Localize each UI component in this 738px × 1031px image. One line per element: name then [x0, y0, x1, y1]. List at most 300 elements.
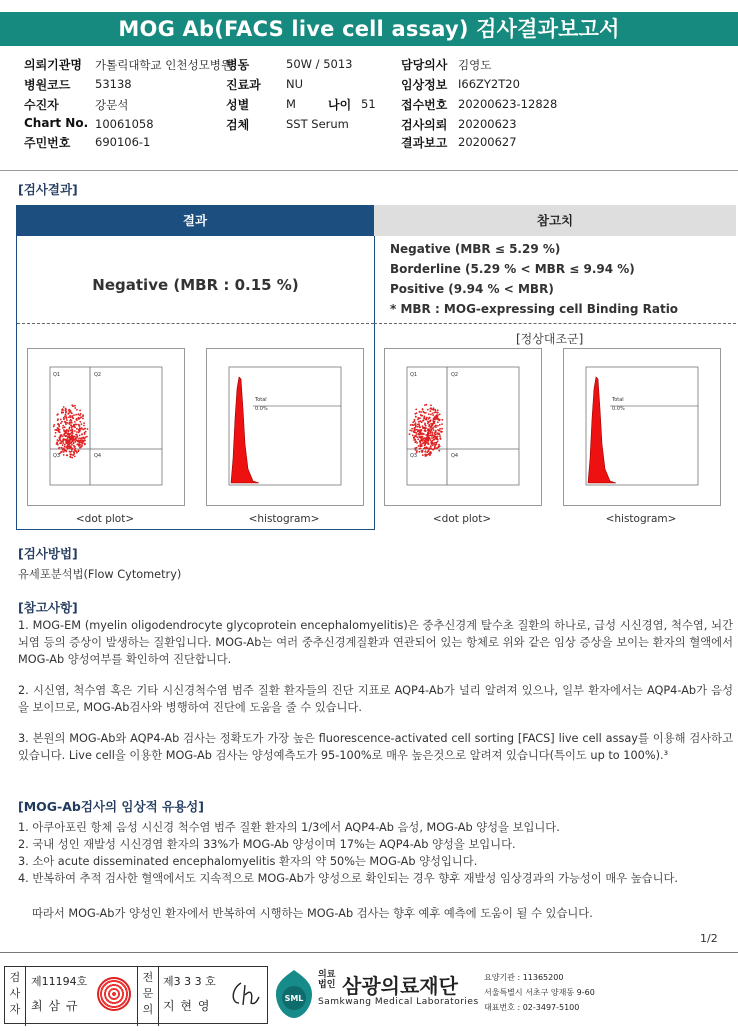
event-dot — [74, 405, 76, 407]
event-dot — [432, 413, 434, 415]
event-dot — [432, 445, 434, 447]
info-value: 20200623 — [458, 117, 517, 131]
event-dot — [74, 456, 76, 458]
event-dot — [73, 426, 75, 428]
event-dot — [65, 450, 67, 452]
event-dot — [438, 445, 440, 447]
org-address: 서울특별시 서초구 양재동 9-60 — [484, 988, 595, 997]
note-paragraph: 1. MOG-EM (myelin oligodendrocyte glycoprotein encephalomyelitis)은 중추신경계 탈수초 질환의 하나로, 급성 시신경염, 척수염, 뇌간 뇌염 등의 증상이 발생하는 질환입니다. MOG-Ab는 여러 중추신경계질환과 연관되어 있는 항체로 위와 같은 임상 증상을 보이는 환자의 혈액에서 MOG-Ab 양성여부를 확인하여 진단합니다. — [18, 619, 733, 666]
event-dot — [415, 416, 417, 418]
event-dot — [53, 426, 55, 428]
event-dot — [414, 429, 416, 431]
event-dot — [433, 437, 435, 439]
info-label: 접수번호 — [401, 98, 448, 112]
event-dot — [70, 456, 72, 458]
event-dot — [420, 430, 422, 432]
info-value: 가톨릭대학교 인천성모병원 — [95, 58, 232, 72]
event-dot — [62, 444, 64, 446]
event-dot — [438, 450, 440, 452]
info-label: Chart No. — [24, 116, 89, 130]
event-dot — [74, 407, 76, 409]
event-dot — [66, 435, 68, 437]
event-dot — [417, 419, 419, 421]
plot-caption: <histogram> — [605, 513, 677, 525]
control-histogram — [563, 348, 721, 506]
event-dot — [439, 414, 441, 416]
event-dot — [78, 431, 80, 433]
event-dot — [77, 413, 79, 415]
event-dot — [420, 411, 422, 413]
histogram-peak — [588, 377, 616, 483]
event-dot — [421, 432, 423, 434]
event-dot — [63, 429, 65, 431]
event-dot — [65, 422, 67, 424]
event-dot — [419, 445, 421, 447]
event-dot — [437, 412, 439, 414]
event-dot — [65, 411, 67, 413]
event-dot — [74, 446, 76, 448]
event-dot — [412, 435, 414, 437]
signer1-name: 최 삼 규 — [31, 999, 79, 1013]
event-dot — [424, 412, 426, 414]
event-dot — [421, 450, 423, 452]
event-dot — [80, 417, 82, 419]
event-dot — [79, 444, 81, 446]
reference-column-header: 참고치 — [374, 205, 736, 236]
event-dot — [60, 436, 62, 438]
event-dot — [420, 420, 422, 422]
event-dot — [67, 437, 69, 439]
event-dot — [416, 447, 418, 449]
event-dot — [430, 442, 432, 444]
event-dot — [419, 411, 421, 413]
quadrant-label: Q1 — [53, 372, 61, 378]
event-dot — [437, 429, 439, 431]
event-dot — [437, 425, 439, 427]
event-dot — [419, 448, 421, 450]
event-dot — [78, 445, 80, 447]
org-name: 삼광의료재단 — [342, 974, 458, 998]
event-dot — [72, 448, 74, 450]
event-dot — [434, 418, 436, 420]
event-dot — [79, 421, 81, 423]
org-prefix: 의료 법인 — [318, 970, 336, 990]
event-dot — [86, 436, 88, 438]
event-dot — [65, 446, 67, 448]
event-dot — [409, 433, 411, 435]
info-value: 53138 — [95, 77, 132, 91]
event-dot — [73, 451, 75, 453]
event-dot — [417, 424, 419, 426]
quadrant-label: Q4 — [94, 453, 102, 459]
event-dot — [82, 418, 84, 420]
event-dot — [434, 409, 436, 411]
event-dot — [427, 421, 429, 423]
event-dot — [65, 440, 67, 442]
org-phone: 대표번호 : 02-3497-5100 — [484, 1003, 580, 1012]
event-dot — [62, 440, 64, 442]
event-dot — [429, 410, 431, 412]
event-dot — [439, 428, 441, 430]
event-dot — [423, 448, 425, 450]
gate-total-value: 0.0% — [612, 406, 625, 412]
event-dot — [62, 436, 64, 438]
event-dot — [66, 429, 68, 431]
quadrant-label: Q2 — [451, 372, 459, 378]
event-dot — [435, 447, 437, 449]
info-value: 690106-1 — [95, 135, 151, 149]
event-dot — [75, 441, 77, 443]
event-dot — [57, 439, 59, 441]
quadrant-label: Q1 — [410, 372, 418, 378]
patient-dot-plot — [27, 348, 185, 506]
event-dot — [412, 424, 414, 426]
info-label: 임상정보 — [401, 78, 448, 92]
event-dot — [81, 437, 83, 439]
event-dot — [76, 452, 78, 454]
signature-icon — [227, 979, 261, 1009]
event-dot — [54, 435, 56, 437]
info-value: M — [286, 97, 296, 111]
event-dot — [75, 414, 77, 416]
event-dot — [434, 442, 436, 444]
gate-total-label: Total — [612, 397, 624, 403]
event-dot — [82, 442, 84, 444]
event-dot — [55, 432, 57, 434]
event-dot — [436, 418, 438, 420]
note-paragraph: 3. 본원의 MOG-Ab와 AQP4-Ab 검사는 정확도가 가장 높은 fluorescence-activated cell sorting [FACS] live cell assay를 이용해 검사하고 있습니다. Live cell을 이용한 MOG-Ab 검사는 양성예측도가 95-100%로 매우 높은것으로 알려져 있습니다(특이도 up to 100%).³ — [18, 732, 733, 762]
event-dot — [84, 432, 86, 434]
event-dot — [422, 439, 424, 441]
event-dot — [423, 417, 425, 419]
event-dot — [431, 429, 433, 431]
event-dot — [436, 416, 438, 418]
event-dot — [427, 409, 429, 411]
plot-caption: <dot plot> — [75, 513, 135, 525]
event-dot — [83, 422, 85, 424]
event-dot — [441, 419, 443, 421]
event-dot — [432, 442, 434, 444]
event-dot — [77, 451, 79, 453]
event-dot — [430, 453, 432, 455]
event-dot — [426, 404, 428, 406]
info-label: 의뢰기관명 — [24, 58, 82, 72]
event-dot — [58, 426, 60, 428]
org-code: 요양기관 : 11365200 — [484, 973, 564, 982]
event-dot — [78, 424, 80, 426]
event-dot — [435, 431, 437, 433]
patient-histogram — [206, 348, 364, 506]
event-dot — [419, 441, 421, 443]
event-dot — [441, 428, 443, 430]
event-dot — [428, 413, 430, 415]
clinical-line: 4. 반복하여 추적 검사한 혈액에서도 지속적으로 MOG-Ab가 양성으로 확인되는 경우 향후 재발성 임상경과의 가능성이 매우 높습니다. — [18, 872, 678, 885]
event-dot — [87, 428, 89, 430]
dashed-divider — [17, 323, 374, 324]
event-dot — [430, 426, 432, 428]
info-label: 병원코드 — [24, 78, 71, 92]
event-dot — [69, 440, 71, 442]
event-dot — [437, 439, 439, 441]
event-dot — [79, 410, 81, 412]
event-dot — [68, 428, 70, 430]
event-dot — [82, 414, 84, 416]
event-dot — [66, 448, 68, 450]
event-dot — [439, 424, 441, 426]
event-dot — [74, 421, 76, 423]
event-dot — [73, 435, 75, 437]
event-dot — [416, 429, 418, 431]
info-label: 성별 — [226, 98, 250, 112]
event-dot — [57, 419, 59, 421]
event-dot — [71, 404, 73, 406]
event-dot — [72, 454, 74, 456]
clinical-line: 1. 아쿠아포린 항체 음성 시신경 척수염 범주 질환 환자의 1/3에서 AQP4-Ab 음성, MOG-Ab 양성을 보입니다. — [18, 821, 560, 834]
event-dot — [415, 422, 417, 424]
event-dot — [426, 442, 428, 444]
event-dot — [431, 425, 433, 427]
reference-values — [390, 239, 678, 319]
info-value: 50W / 5013 — [286, 57, 353, 71]
event-dot — [432, 414, 434, 416]
event-dot — [430, 404, 432, 406]
event-dot — [65, 423, 67, 425]
signer1-role: 검사자 — [5, 967, 26, 1026]
method-text: 유세포분석법(Flow Cytometry) — [18, 568, 182, 581]
reference-footnote: * MBR : MOG-expressing cell Binding Ratio — [390, 302, 679, 316]
plot-caption: <histogram> — [248, 513, 320, 525]
event-dot — [420, 414, 422, 416]
age-label: 나이 — [328, 98, 352, 112]
event-dot — [415, 409, 417, 411]
event-dot — [427, 428, 429, 430]
event-dot — [418, 434, 420, 436]
event-dot — [429, 424, 431, 426]
info-value: I66ZY2T20 — [458, 77, 520, 91]
event-dot — [423, 420, 425, 422]
event-dot — [66, 417, 68, 419]
event-dot — [416, 450, 418, 452]
signer2-license: 제3 3 3 호 — [163, 975, 216, 988]
event-dot — [80, 413, 82, 415]
event-dot — [58, 447, 60, 449]
event-dot — [69, 445, 71, 447]
event-dot — [60, 422, 62, 424]
event-dot — [70, 424, 72, 426]
event-dot — [74, 430, 76, 432]
event-dot — [427, 423, 429, 425]
event-dot — [66, 443, 68, 445]
event-dot — [424, 437, 426, 439]
age-value: 51 — [361, 97, 376, 111]
event-dot — [68, 444, 70, 446]
event-dot — [436, 415, 438, 417]
event-dot — [422, 454, 424, 456]
event-dot — [56, 429, 58, 431]
event-dot — [61, 421, 63, 423]
event-dot — [76, 440, 78, 442]
event-dot — [67, 432, 69, 434]
signer2-name: 지 현 영 — [163, 999, 211, 1013]
event-dot — [61, 442, 63, 444]
event-dot — [419, 436, 421, 438]
logo-badge-text: SML — [284, 994, 304, 1003]
event-dot — [427, 440, 429, 442]
event-dot — [434, 433, 436, 435]
event-dot — [427, 435, 429, 437]
info-label: 진료과 — [226, 78, 261, 92]
event-dot — [66, 419, 68, 421]
event-dot — [64, 426, 66, 428]
event-dot — [69, 423, 71, 425]
event-dot — [432, 433, 434, 435]
event-dot — [414, 441, 416, 443]
event-dot — [65, 408, 67, 410]
event-dot — [433, 429, 435, 431]
event-dot — [57, 444, 59, 446]
event-dot — [54, 429, 56, 431]
event-dot — [427, 431, 429, 433]
event-dot — [427, 442, 429, 444]
event-dot — [81, 423, 83, 425]
info-label: 주민번호 — [24, 136, 71, 150]
event-dot — [423, 427, 425, 429]
event-dot — [83, 425, 85, 427]
event-dot — [432, 431, 434, 433]
event-dot — [69, 415, 71, 417]
event-dot — [409, 430, 411, 432]
event-dot — [81, 444, 83, 446]
event-dot — [425, 454, 427, 456]
event-dot — [79, 435, 81, 437]
clinical-line: 3. 소아 acute disseminated encephalomyelitis 환자의 약 50%는 MOG-Ab 양성입니다. — [18, 855, 478, 868]
info-value: NU — [286, 77, 304, 91]
event-dot — [73, 442, 75, 444]
reference-positive: Positive (9.94 % < MBR) — [390, 282, 554, 296]
event-dot — [426, 417, 428, 419]
event-dot — [426, 419, 428, 421]
plot-caption: <dot plot> — [432, 513, 492, 525]
event-dot — [70, 429, 72, 431]
event-dot — [430, 439, 432, 441]
event-dot — [424, 430, 426, 432]
event-dot — [425, 425, 427, 427]
event-dot — [70, 412, 72, 414]
event-dot — [432, 440, 434, 442]
event-dot — [63, 406, 65, 408]
info-label: 병동 — [226, 58, 250, 72]
event-dot — [423, 442, 425, 444]
event-dot — [74, 449, 76, 451]
clinical-line: 따라서 MOG-Ab가 양성인 환자에서 반복하여 시행하는 MOG-Ab 검사는 향후 예후 예측에 도움이 될 수 있습니다. — [32, 907, 593, 920]
info-value: 강문석 — [95, 98, 129, 112]
event-dot — [59, 438, 61, 440]
normal-control-label: [정상대조군] — [516, 332, 584, 346]
event-dot — [423, 433, 425, 435]
dot-plot-graphic — [385, 349, 541, 505]
event-dot — [71, 444, 73, 446]
event-dot — [73, 414, 75, 416]
notes-heading: [참고사항] — [18, 600, 78, 615]
event-dot — [429, 437, 431, 439]
event-dot — [437, 421, 439, 423]
event-dot — [415, 426, 417, 428]
event-dot — [60, 451, 62, 453]
event-dot — [80, 440, 82, 442]
control-dot-plot — [384, 348, 542, 506]
event-dot — [57, 423, 59, 425]
event-dot — [428, 454, 430, 456]
event-dot — [79, 447, 81, 449]
info-value: 김영도 — [458, 58, 492, 72]
event-dot — [75, 424, 77, 426]
event-dot — [435, 426, 437, 428]
event-dot — [417, 417, 419, 419]
result-value: Negative (MBR : 0.15 %) — [92, 276, 299, 294]
quadrant-label: Q3 — [53, 453, 61, 459]
event-dot — [424, 445, 426, 447]
method-heading: [검사방법] — [18, 546, 78, 561]
info-label: 결과보고 — [401, 136, 448, 150]
event-dot — [435, 443, 437, 445]
event-dot — [66, 454, 68, 456]
event-dot — [433, 422, 435, 424]
event-dot — [78, 437, 80, 439]
event-dot — [69, 437, 71, 439]
event-dot — [60, 434, 62, 436]
event-dot — [60, 419, 62, 421]
event-dot — [439, 435, 441, 437]
org-english: Samkwang Medical Laboratories — [318, 997, 479, 1007]
event-dot — [437, 436, 439, 438]
plot-frame — [50, 367, 162, 485]
event-dot — [433, 407, 435, 409]
event-dot — [70, 419, 72, 421]
event-dot — [433, 439, 435, 441]
event-dot — [81, 434, 83, 436]
event-dot — [81, 446, 83, 448]
event-dot — [65, 415, 67, 417]
event-dot — [425, 455, 427, 457]
event-dot — [413, 439, 415, 441]
info-value: 10061058 — [95, 117, 154, 131]
event-dot — [435, 437, 437, 439]
event-dot — [61, 447, 63, 449]
event-dot — [80, 428, 82, 430]
event-dot — [76, 418, 78, 420]
event-dot — [430, 414, 432, 416]
event-dot — [429, 421, 431, 423]
event-dot — [429, 417, 431, 419]
event-dot — [439, 437, 441, 439]
event-dot — [414, 419, 416, 421]
event-dot — [68, 413, 70, 415]
event-dot — [71, 434, 73, 436]
event-dot — [416, 433, 418, 435]
signature-box — [4, 966, 268, 1024]
event-dot — [63, 454, 65, 456]
event-dot — [419, 426, 421, 428]
event-dot — [68, 430, 70, 432]
event-dot — [62, 425, 64, 427]
divider — [0, 170, 738, 171]
event-dot — [429, 432, 431, 434]
event-dot — [438, 444, 440, 446]
event-dot — [425, 450, 427, 452]
event-dot — [84, 436, 86, 438]
divider — [0, 952, 738, 953]
event-dot — [68, 416, 70, 418]
